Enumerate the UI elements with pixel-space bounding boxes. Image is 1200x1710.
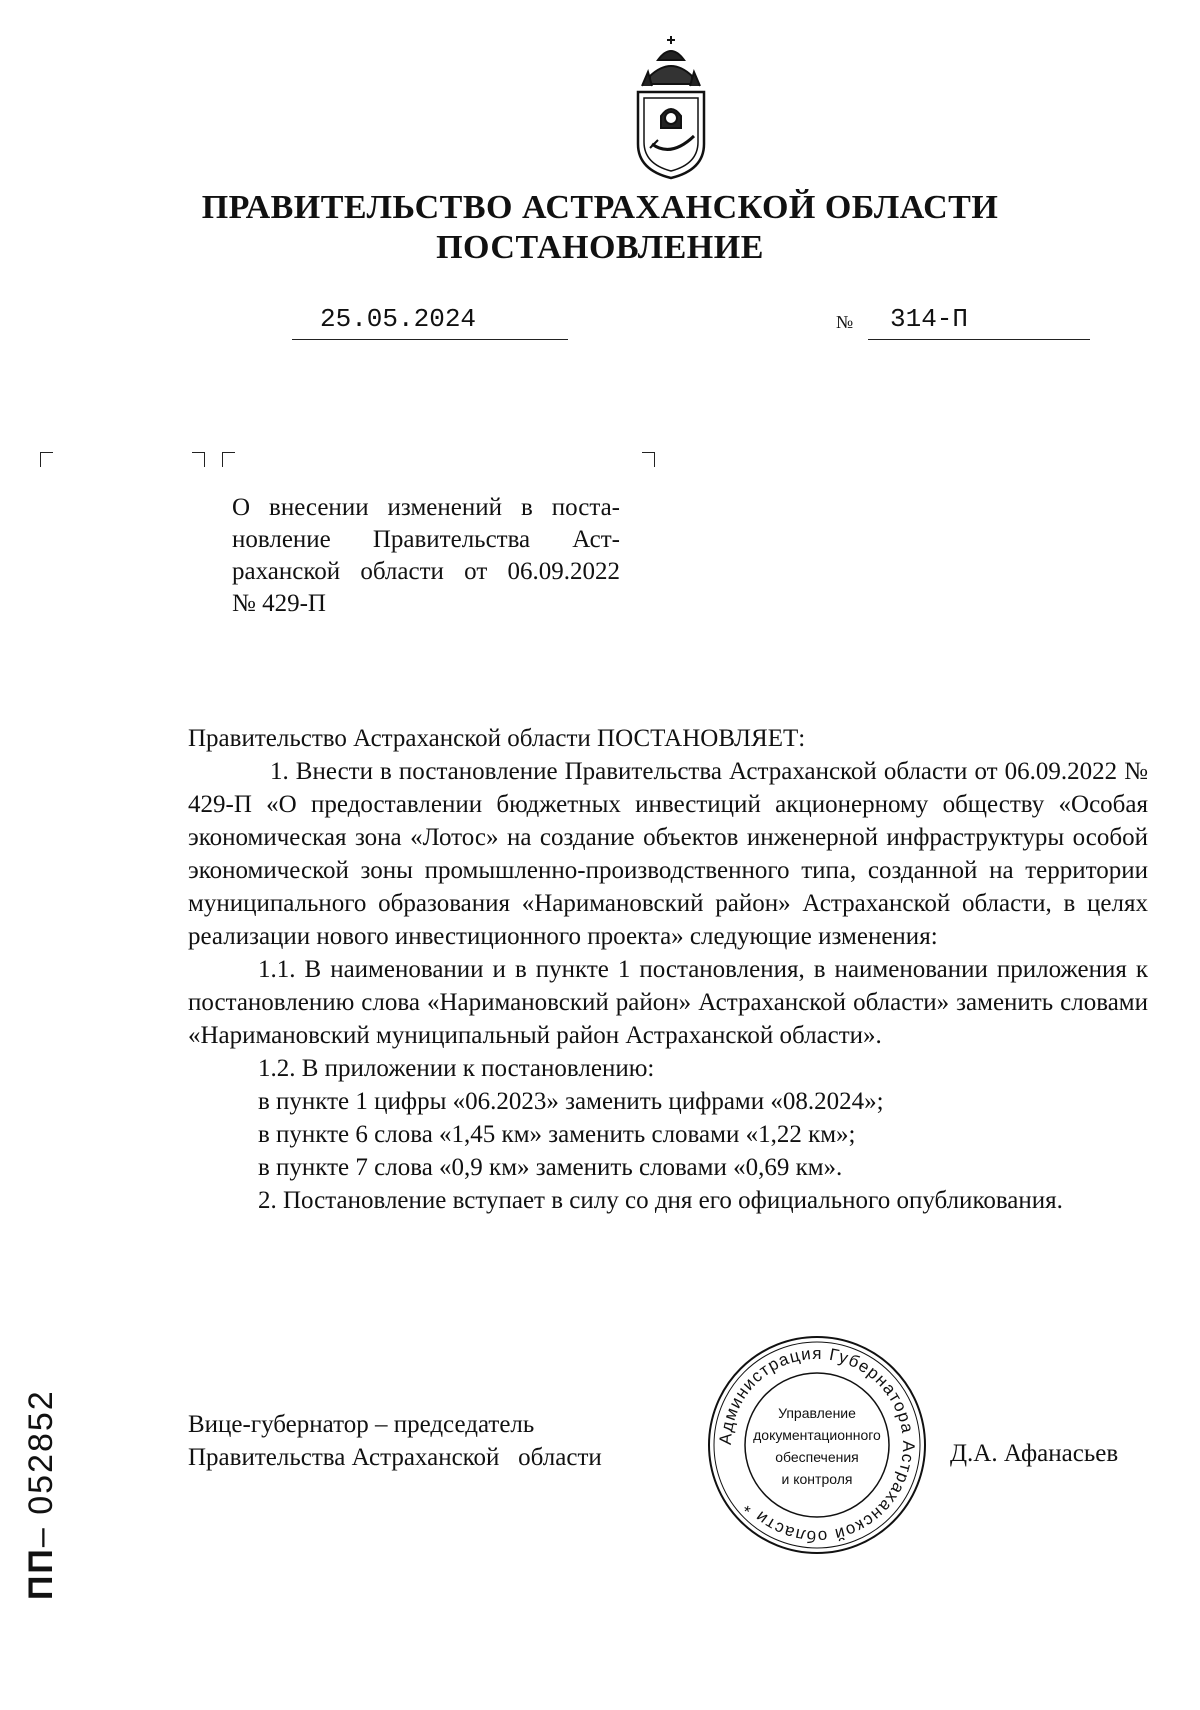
document-subject [232, 492, 620, 620]
stamp-center-line: обеспечения [775, 1449, 859, 1465]
stamp-center-line: документационного [753, 1427, 881, 1443]
coat-of-arms-icon [628, 32, 714, 182]
stamp-center-line: Управление [778, 1405, 856, 1421]
signatory-name: Д.А. Афанасьев [950, 1440, 1119, 1467]
side-serial-number [22, 1389, 61, 1600]
side-serial-digits: – 052852 [22, 1389, 60, 1548]
subject-line: раханской области от 06.09.2022 [232, 558, 620, 585]
government-title: ПРАВИТЕЛЬСТВО АСТРАХАНСКОЙ ОБЛАСТИ [201, 189, 999, 226]
official-stamp [706, 1334, 928, 1556]
corner-mark-left [40, 452, 53, 467]
number-sign: № [836, 312, 854, 332]
stamp-ring-text: Администрация Губернатора Астраханской области * [715, 1343, 919, 1547]
document-date: 25.05.2024 [320, 304, 477, 334]
paragraph-1-1: 1.1. В наименовании и в пункте 1 постановления, в наименовании приложения к постановлению слова «Наримановский район» Астраханской области» заменить словами «Наримановский муниципальный район Астраханской области». [188, 956, 1148, 1049]
corner-mark [222, 452, 235, 467]
signatory-title-line: Вице-губернатор – председатель [188, 1411, 535, 1438]
subject-line: новление Правительства Аст- [232, 526, 620, 553]
subject-line: № 429-П [232, 590, 326, 617]
stamp-center-line: и контроля [781, 1471, 853, 1487]
paragraph-1-2: 1.2. В приложении к постановлению: [258, 1055, 655, 1082]
corner-mark-right [642, 452, 655, 467]
corner-mark [192, 452, 205, 467]
paragraph-1: 1. Внести в постановление Правительства Астраханской области от 06.09.2022 № 429-П «О предоставлении бюджетных инвестиций акционерному обществу «Особая экономическая зона «Лотос» на создание объектов инженерной инфраструктуры особой экономической зоны промышленно-производственного типа, созданной на территории муниципального образования «Наримановский район» Астраханской области, в целях реализации нового инвестиционного проекта» следующие изменения: [188, 758, 1148, 950]
list-item: в пункте 7 слова «0,9 км» заменить словами «0,69 км». [258, 1154, 843, 1181]
preamble: Правительство Астраханской области ПОСТАНОВЛЯЕТ: [188, 725, 806, 752]
list-item: в пункте 1 цифры «06.2023» заменить цифрами «08.2024»; [258, 1088, 884, 1115]
number-underline [868, 338, 1090, 340]
signatory-title [188, 1408, 602, 1474]
paragraph-2: 2. Постановление вступает в силу со дня его официального опубликования. [258, 1187, 1063, 1214]
date-underline [292, 338, 568, 340]
side-serial-prefix: ПП [22, 1547, 60, 1600]
list-item: в пункте 6 слова «1,45 км» заменить словами «1,22 км»; [258, 1121, 856, 1148]
signatory-title-line: Правительства Астраханской области [188, 1444, 602, 1471]
document-number: 314-П [890, 304, 969, 334]
document-type-title: ПОСТАНОВЛЕНИЕ [436, 229, 764, 266]
document-body [188, 722, 1148, 1217]
subject-line: О внесении изменений в поста- [232, 494, 620, 521]
